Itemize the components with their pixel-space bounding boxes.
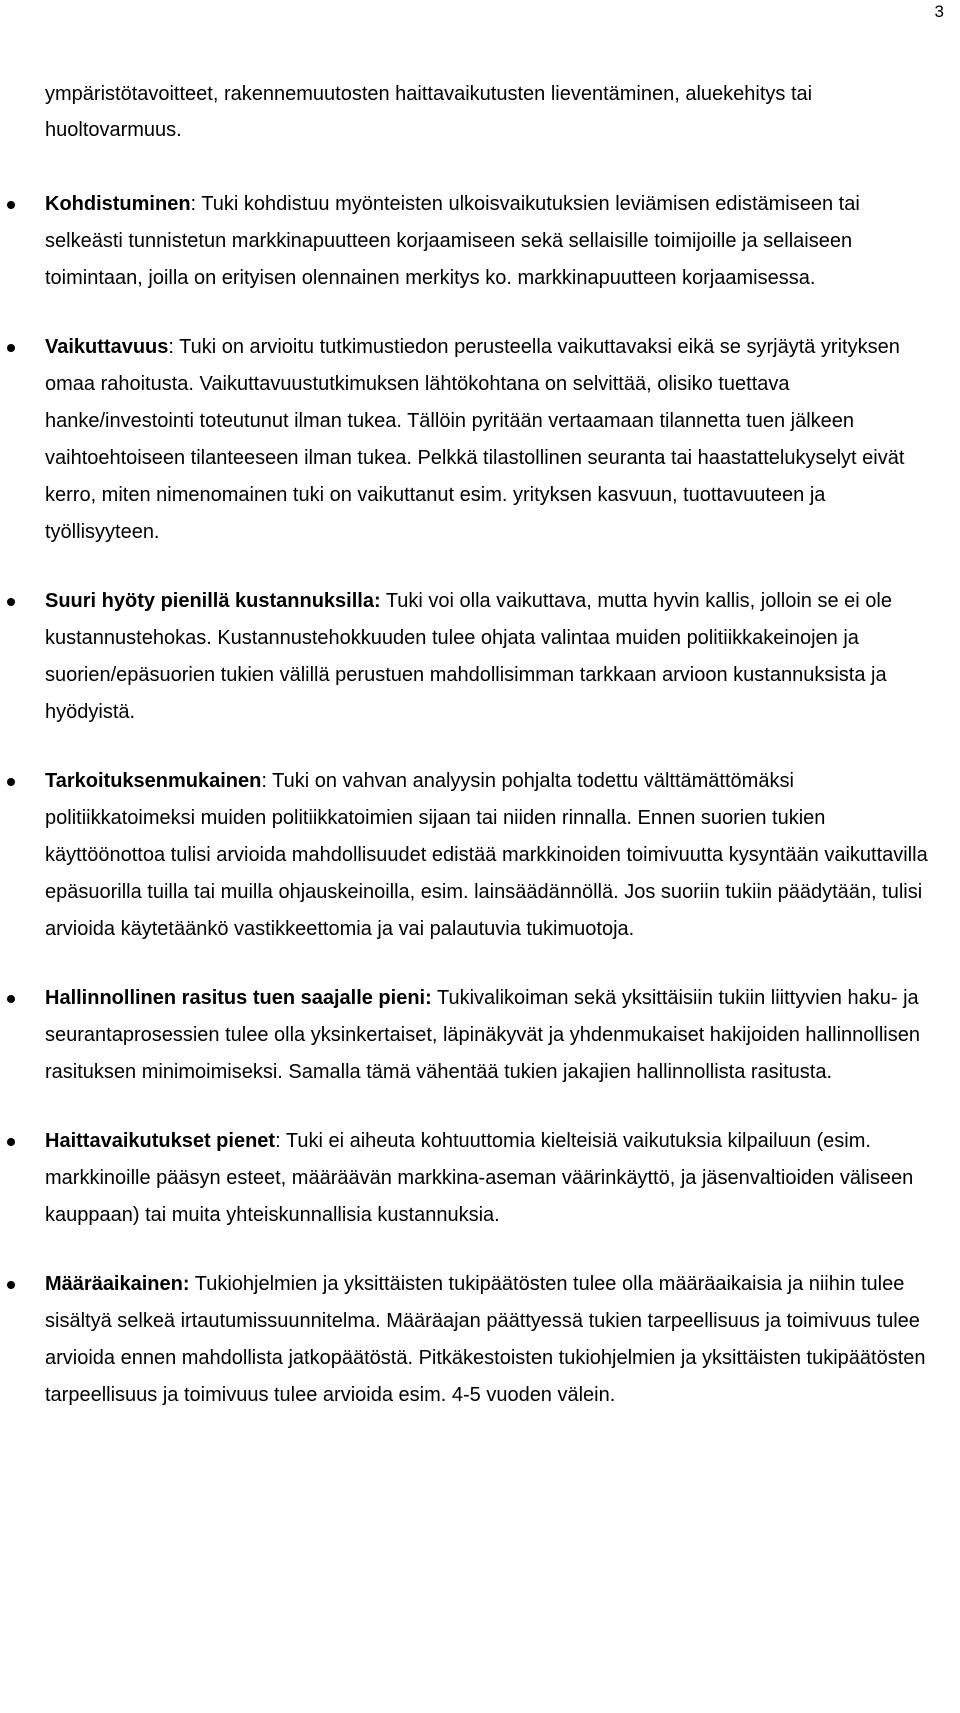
page-number: 3	[934, 2, 944, 21]
list-item	[0, 1266, 930, 1414]
item-text: Tukivalikoiman sekä yksittäisiin tukiin liittyvien haku- ja seurantaprosessien tulee olla yksinkertaiset, läpinäkyvät ja yhdenmukaiset hakijoiden hallinnollisen rasituksen minimoimiseksi. Samalla tämä vähentää tukien jakajien hallinnollista rasitusta.	[45, 987, 920, 1083]
bullet-icon	[7, 201, 15, 209]
item-separator: :	[275, 1130, 286, 1152]
list-item	[0, 329, 930, 551]
bullet-icon	[7, 344, 15, 352]
continuation-paragraph: ympäristötavoitteet, rakennemuutosten haittavaikutusten lieventäminen, aluekehitys tai huoltovarmuus.	[45, 83, 813, 141]
item-text: Tukiohjelmien ja yksittäisten tukipäätösten tulee olla määräaikaisia ja niihin tulee sisältyä selkeä irtautumissuunnitelma. Määräajan päättyessä tukien tarpeellisuus ja toimivuus tulee arvioida ennen mahdollista jatkopäätöstä. Pitkäkestoisten tukiohjelmien ja yksittäisten tukipäätösten tarpeellisuus ja toimivuus tulee arvioida esim. 4-5 vuoden välein.	[45, 1273, 926, 1406]
item-text: Tuki voi olla vaikuttava, mutta hyvin kallis, jolloin se ei ole kustannustehokas. Kustannustehokkuuden tulee ohjata valintaa muiden politiikkakeinojen ja suorien/epäsuorien tukien välillä perustuen mahdollisimman tarkkaan arvioon kustannuksista ja hyödyistä.	[45, 590, 892, 723]
item-separator: :	[168, 336, 180, 358]
item-term: Määräaikainen:	[45, 1273, 190, 1295]
item-term: Haittavaikutukset pienet	[45, 1130, 276, 1152]
item-term: Hallinnollinen rasitus tuen saajalle pieni:	[45, 987, 432, 1009]
list-item	[0, 763, 930, 948]
bullet-icon	[7, 778, 15, 786]
item-term: Kohdistuminen	[45, 193, 191, 215]
item-text: Tuki on vahvan analyysin pohjalta todettu välttämättömäksi politiikkatoimeksi muiden politiikkatoimien sijaan tai niiden rinnalla. Ennen suorien tukien käyttöönottoa tulisi arvioida mahdollisuudet edistää markkinoiden toimivuutta kysyntään vaikuttavilla epäsuorilla tuilla tai muilla ohjauskeinoilla, esim. lainsäädännöllä. Jos suoriin tukiin päädytään, tulisi arvioida käytetäänkö vastikkeettomia ja vai palautuvia tukimuotoja.	[45, 770, 928, 940]
bullet-icon	[7, 995, 15, 1003]
item-separator: :	[190, 193, 202, 215]
item-term: Vaikuttavuus	[45, 336, 169, 358]
item-text: Tuki on arvioitu tutkimustiedon perusteella vaikuttavaksi eikä se syrjäytä yrityksen omaa rahoitusta. Vaikuttavuustutkimuksen lähtökohtana on selvittää, olisiko tuettava hanke/investointi toteutunut ilman tukea. Tällöin pyritään vertaamaan tilannetta tuen jälkeen vaihtoehtoiseen tilanteeseen ilman tukea. Pelkkä tilastollinen seuranta tai haastattelukyselyt eivät kerro, miten nimenomainen tuki on vaikuttanut esim. yrityksen kasvuun, tuottavuuteen ja työllisyyteen.	[45, 336, 905, 543]
criteria-list	[0, 186, 960, 1446]
item-text: Tuki ei aiheuta kohtuuttomia kielteisiä vaikutuksia kilpailuun (esim. markkinoille pääsyn esteet, määräävän markkina-aseman väärinkäyttö, ja jäsenvaltioiden väliseen kauppaan) tai muita yhteiskunnallisia kustannuksia.	[45, 1130, 914, 1226]
list-item	[0, 980, 930, 1091]
item-term: Suuri hyöty pienillä kustannuksilla:	[45, 590, 381, 612]
bullet-icon	[7, 1138, 15, 1146]
list-item	[0, 1123, 930, 1234]
item-separator: :	[261, 770, 273, 792]
bullet-icon	[7, 1281, 15, 1289]
bullet-icon	[7, 598, 15, 606]
item-text: Tuki kohdistuu myönteisten ulkoisvaikutuksien leviämisen edistämiseen tai selkeästi tunnistetun markkinapuutteen korjaamiseen sekä sellaisille toimijoille ja sellaiseen toimintaan, joilla on erityisen olennainen merkitys ko. markkinapuutteen korjaamisessa.	[45, 193, 860, 289]
list-item	[0, 186, 930, 297]
item-term: Tarkoituksenmukainen	[45, 770, 262, 792]
list-item	[0, 583, 930, 731]
